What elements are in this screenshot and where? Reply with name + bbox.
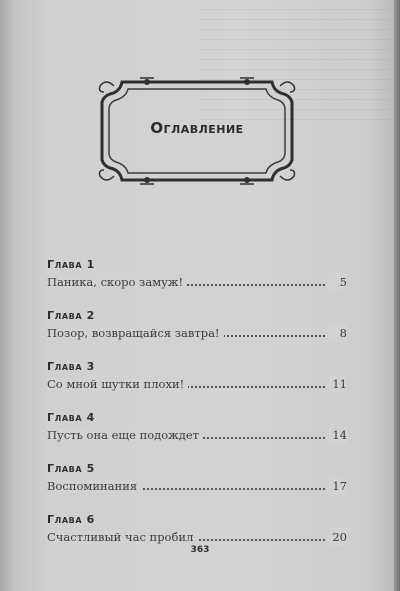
chapter-title: Позор, возвращайся завтра! bbox=[47, 326, 224, 340]
toc-line bbox=[47, 426, 347, 444]
chapter-label: Глава 5 bbox=[47, 462, 95, 475]
page-number: 14 bbox=[329, 426, 347, 444]
page-title: Оглавление bbox=[150, 119, 244, 137]
chapter-title: Пусть она еще подождет bbox=[47, 428, 203, 442]
toc-entry bbox=[47, 359, 347, 410]
page-number: 20 bbox=[329, 528, 347, 546]
toc-entry bbox=[47, 257, 347, 308]
toc-line bbox=[47, 273, 347, 291]
chapter-title: Паника, скоро замуж! bbox=[47, 275, 187, 289]
toc-entry bbox=[47, 410, 347, 461]
toc-entry bbox=[47, 461, 347, 512]
chapter-label: Глава 3 bbox=[47, 360, 95, 373]
page-number: 11 bbox=[329, 375, 347, 393]
folio-page-number: 363 bbox=[190, 545, 210, 555]
page-number: 5 bbox=[329, 273, 347, 291]
page-number: 8 bbox=[329, 324, 347, 342]
page-number: 17 bbox=[329, 477, 347, 495]
toc-line bbox=[47, 528, 347, 546]
chapter-label: Глава 2 bbox=[47, 309, 95, 322]
toc-line bbox=[47, 477, 347, 495]
toc-line bbox=[47, 324, 347, 342]
chapter-label: Глава 6 bbox=[47, 513, 95, 526]
page-spine-shadow bbox=[394, 0, 400, 591]
toc-entry bbox=[47, 512, 347, 563]
chapter-label: Глава 1 bbox=[47, 258, 95, 271]
heading-frame bbox=[92, 72, 302, 190]
chapter-title: Счастливый час пробил bbox=[47, 530, 197, 544]
chapter-label: Глава 4 bbox=[47, 411, 95, 424]
chapter-title: Воспоминания bbox=[47, 479, 141, 493]
table-of-contents bbox=[47, 257, 347, 563]
chapter-title: Со мной шутки плохи! bbox=[47, 377, 188, 391]
toc-line bbox=[47, 375, 347, 393]
toc-entry bbox=[47, 308, 347, 359]
